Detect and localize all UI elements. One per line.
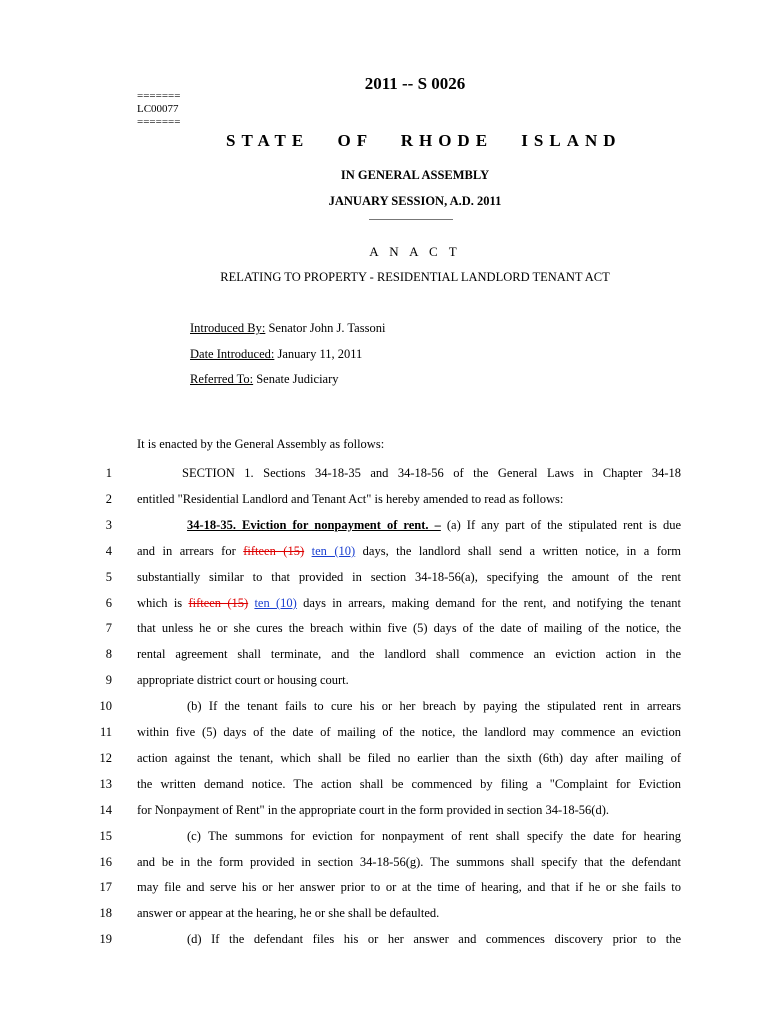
bill-number: 2011 -- S 0026 <box>364 74 466 93</box>
session-title: JANUARY SESSION, A.D. 2011 <box>328 194 502 208</box>
line-text: rental agreement shall terminate, and the landlord shall commence an eviction action in the <box>137 647 681 661</box>
line-text: within five (5) days of the date of mailing of the notice, the landlord may commence an eviction <box>137 725 681 739</box>
introduced-value: Senator John J. Tassoni <box>268 321 386 335</box>
bill-line <box>137 621 681 636</box>
line-text: entitled "Residential Landlord and Tenant Act" is hereby amended to read as follows: <box>137 492 564 506</box>
line-text: SECTION 1. Sections 34-18-35 and 34-18-56 of the General Laws in Chapter 34-18 <box>182 466 681 480</box>
assembly-title: IN GENERAL ASSEMBLY <box>340 168 490 182</box>
line-text: for Nonpayment of Rent" in the appropriate court in the form provided in section 34-18-56(d). <box>137 803 609 817</box>
inserted-text: ten (10) <box>311 544 356 558</box>
line-number: 3 <box>105 518 112 532</box>
line-text: (d) If the defendant files his or her answer and commences discovery prior to the <box>187 932 681 946</box>
line-text: (b) If the tenant fails to cure his or her breach by paying the stipulated rent in arrears <box>187 699 681 713</box>
line-number: 14 <box>99 803 112 817</box>
line-text: days, the landlord shall send a written notice, in a form <box>355 544 682 558</box>
bill-line <box>137 906 681 921</box>
bill-line <box>137 777 681 792</box>
line-number: 17 <box>99 880 112 894</box>
deleted-text: fifteen (15) <box>188 596 249 610</box>
line-number: 16 <box>99 855 112 869</box>
introduced-by <box>190 321 385 336</box>
line-number: 5 <box>105 570 112 584</box>
inserted-text: ten (10) <box>254 596 297 610</box>
bill-line <box>137 855 681 870</box>
line-text: and in arrears for <box>137 544 244 558</box>
line-text: (c) The summons for eviction for nonpayment of rent shall specify the date for hearing <box>187 829 681 843</box>
act-heading: A N A C T <box>369 244 461 259</box>
line-number: 13 <box>99 777 112 791</box>
bill-line <box>187 829 681 844</box>
bill-line <box>137 725 681 740</box>
line-number: 12 <box>99 751 112 765</box>
bill-line <box>137 803 681 818</box>
lc-block <box>137 90 180 129</box>
line-text: appropriate district court or housing court. <box>137 673 349 687</box>
line-number: 19 <box>99 932 112 946</box>
referred-label: Referred To: <box>190 372 254 386</box>
line-number: 15 <box>99 829 112 843</box>
line-text: substantially similar to that provided in section 34-18-56(a), specifying the amount of the rent <box>137 570 681 584</box>
line-number: 6 <box>105 596 112 610</box>
enacting-clause: It is enacted by the General Assembly as follows: <box>137 437 385 451</box>
lc-rule-bottom: ======= <box>137 116 181 128</box>
line-number: 11 <box>99 725 112 739</box>
section-heading: 34-18-35. Eviction for nonpayment of rent. – <box>187 518 441 532</box>
referred-value: Senate Judiciary <box>256 372 339 386</box>
line-text: may file and serve his or her answer prior to or at the time of hearing, and that if he or she fails to <box>137 880 681 894</box>
bill-line <box>187 699 681 714</box>
bill-line <box>137 544 681 559</box>
line-text: which is <box>137 596 189 610</box>
relating-title: RELATING TO PROPERTY - RESIDENTIAL LANDLORD TENANT ACT <box>220 270 610 284</box>
deleted-text: fifteen (15) <box>243 544 305 558</box>
line-text: and be in the form provided in section 34-18-56(g). The summons shall specify that the defendant <box>137 855 681 869</box>
line-number: 7 <box>105 621 112 635</box>
lc-rule-top: ======= <box>137 90 181 102</box>
line-number: 9 <box>105 673 112 687</box>
date-value: January 11, 2011 <box>277 347 363 361</box>
bill-line <box>187 932 681 947</box>
bill-line <box>182 466 681 481</box>
line-text: action against the tenant, which shall be filed no earlier than the sixth (6th) day after mailing of <box>137 751 681 765</box>
header-divider <box>369 219 453 220</box>
line-text <box>304 544 311 558</box>
bill-line <box>137 570 681 585</box>
introduced-label: Introduced By: <box>190 321 266 335</box>
line-number: 1 <box>105 466 112 480</box>
line-number: 2 <box>105 492 112 506</box>
bill-line <box>137 751 681 766</box>
bill-line <box>137 673 681 688</box>
date-label: Date Introduced: <box>190 347 275 361</box>
line-number: 8 <box>105 647 112 661</box>
line-number: 4 <box>105 544 112 558</box>
line-text: (a) If any part of the stipulated rent is due <box>440 518 681 532</box>
line-text: days in arrears, making demand for the rent, and notifying the tenant <box>296 596 681 610</box>
bill-line <box>137 596 681 611</box>
state-title: STATE OF RHODE ISLAND <box>226 131 622 150</box>
bill-line <box>187 518 681 533</box>
date-introduced <box>190 347 362 362</box>
bill-line <box>137 492 681 507</box>
referred-to <box>190 372 339 387</box>
bill-line <box>137 647 681 662</box>
line-text: the written demand notice. The action shall be commenced by filing a "Complaint for Eviction <box>137 777 681 791</box>
line-number: 10 <box>99 699 112 713</box>
lc-code: LC00077 <box>137 103 179 115</box>
bill-line <box>137 880 681 895</box>
line-text: that unless he or she cures the breach within five (5) days of the date of mailing of the notice, the <box>137 621 681 635</box>
line-text: answer or appear at the hearing, he or she shall be defaulted. <box>137 906 440 920</box>
line-number: 18 <box>99 906 112 920</box>
